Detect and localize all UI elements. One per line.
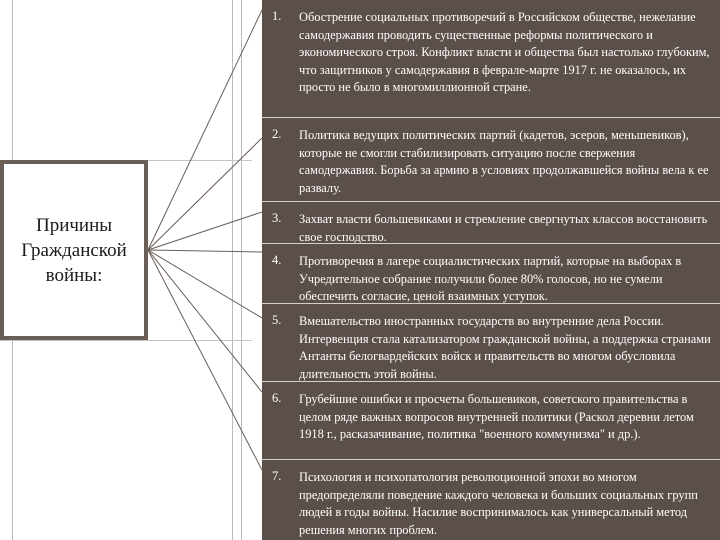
causes-list — [262, 0, 720, 540]
cause-box — [0, 160, 148, 340]
cause-text: Политика ведущих политических партий (кадетов, эсеров, меньшевиков), которые не смогли стабилизировать ситуацию после свержения самодержавия. Борьба за армию в условиях продолжавшейся войны вела к ее развалу. — [299, 128, 709, 195]
cause-row-3 — [262, 202, 720, 244]
cause-row-5 — [262, 304, 720, 382]
cause-number: 3. — [272, 211, 282, 225]
cause-row-6 — [262, 382, 720, 460]
cause-number: 6. — [272, 391, 282, 405]
connector-line-1 — [148, 10, 262, 250]
cause-number: 4. — [272, 253, 282, 267]
connector-line-7 — [148, 250, 262, 470]
cause-text: Обострение социальных противоречий в Российском обществе, нежелание самодержавия проводить существенные реформы политического и экономического строя. Конфликт власти и общества был настолько глубоким, что защитников у самодержавия в феврале-марте 1917 г. не оказалось, их просто не было в многомиллионной стране. — [299, 10, 710, 94]
cause-row-4 — [262, 244, 720, 304]
cause-title: Причины Гражданской войны: — [21, 214, 127, 286]
cause-text: Противоречия в лагере социалистических партий, которые на выборах в Учредительное собрание получили более 80% голосов, но не сумели обеспечить согласие, ценой взаимных уступок. — [299, 254, 682, 303]
cause-row-1 — [262, 0, 720, 118]
cause-number: 7. — [272, 469, 282, 483]
cause-text: Грубейшие ошибки и просчеты большевиков, советского правительства в целом ряде важных вопросов внутренней политики (Раскол деревни летом 1918 г., расказачивание, политика "военного коммунизма" и др.). — [299, 392, 694, 441]
connector-line-3 — [148, 212, 262, 250]
cause-text: Захват власти большевиками и стремление свергнутых классов восстановить свое господство. — [299, 212, 708, 244]
cause-row-2 — [262, 118, 720, 202]
cause-row-7 — [262, 460, 720, 540]
cause-box-inner — [4, 164, 144, 336]
connector-line-6 — [148, 250, 262, 392]
connector-line-4 — [148, 250, 262, 252]
cause-text: Психология и психопатология революционной эпохи во многом предопределяли поведение каждого человека и больших социальных групп людей в годы войны. Насилие воспринималось как универсальный метод решения многих проблем. — [299, 470, 698, 537]
connector-line-2 — [148, 138, 262, 250]
cause-text: Вмешательство иностранных государств во внутренние дела России. Интервенция стала катализатором гражданской войны, а поддержка странами Антанты белогвардейских войск и правительств во многом обусловила длительность этой войны. — [299, 314, 711, 381]
cause-number: 2. — [272, 127, 282, 141]
cause-number: 5. — [272, 313, 282, 327]
cause-number: 1. — [272, 9, 282, 23]
